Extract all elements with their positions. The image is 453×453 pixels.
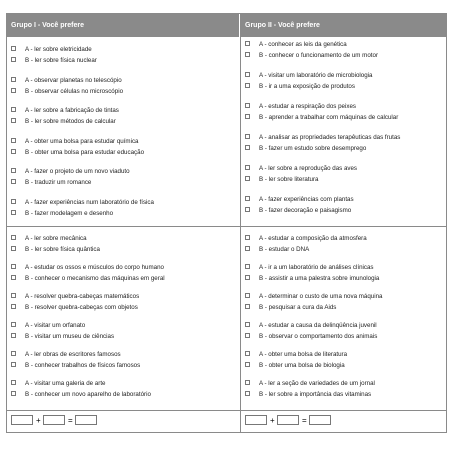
- checkbox[interactable]: [11, 107, 16, 112]
- option-label: B - pesquisar a cura da Aids: [259, 304, 337, 311]
- checkbox[interactable]: [11, 168, 16, 173]
- option-label: B - observar o comportamento dos animais: [259, 333, 378, 340]
- checkbox[interactable]: [11, 199, 16, 204]
- checkbox[interactable]: [11, 264, 16, 269]
- option-label: B - ler sobre física quântica: [25, 246, 100, 253]
- option-label: B - conhecer trabalhos de físicos famosos: [25, 362, 141, 369]
- checkbox[interactable]: [11, 235, 16, 240]
- option-label: B - visitar um museu de ciências: [25, 333, 115, 340]
- option-label: A - fazer o projeto de um novo viaduto: [25, 168, 130, 175]
- checkbox[interactable]: [11, 304, 16, 309]
- option-label: B - ler sobre física nuclear: [25, 57, 97, 64]
- checkbox[interactable]: [245, 380, 250, 385]
- option-label: A - estudar os ossos e músculos do corpo humano: [25, 264, 164, 271]
- checkbox[interactable]: [245, 304, 250, 309]
- checkbox[interactable]: [245, 351, 250, 356]
- option-label: A - conhecer as leis da genética: [259, 41, 347, 48]
- checkbox[interactable]: [11, 138, 16, 143]
- group2-header: Grupo II - Você prefere: [245, 22, 320, 29]
- option-label: B - ir a uma exposição de produtos: [259, 83, 355, 90]
- checkbox[interactable]: [245, 207, 250, 212]
- option-label: A - obter uma bolsa de literatura: [259, 351, 348, 358]
- option-label: A - estudar a causa da delinqüência juvenil: [259, 322, 377, 329]
- option-label: B - conhecer o mecanismo das máquinas em geral: [25, 275, 165, 282]
- checkbox[interactable]: [11, 57, 16, 62]
- checkbox[interactable]: [245, 72, 250, 77]
- checkbox[interactable]: [245, 196, 250, 201]
- option-label: B - assistir a uma palestra sobre imunologia: [259, 275, 380, 282]
- checkbox[interactable]: [245, 293, 250, 298]
- option-label: B - aprender a trabalhar com máquinas de calcular: [259, 114, 399, 121]
- option-label: A - visitar um orfanato: [25, 322, 86, 329]
- checkbox[interactable]: [245, 134, 250, 139]
- option-label: A - visitar um laboratório de microbiologia: [259, 72, 373, 79]
- checkbox[interactable]: [11, 333, 16, 338]
- checkbox[interactable]: [245, 41, 250, 46]
- checkbox[interactable]: [245, 114, 250, 119]
- plus-sign: +: [270, 416, 275, 425]
- option-label: A - ler a seção de variedades de um jornal: [259, 380, 375, 387]
- option-label: B - conhecer um novo aparelho de laboratório: [25, 391, 151, 398]
- checkbox[interactable]: [11, 210, 16, 215]
- option-label: B - resolver quebra-cabeças com objetos: [25, 304, 138, 311]
- equals-sign: =: [68, 416, 73, 425]
- option-label: A - fazer experiências num laboratório de física: [25, 198, 154, 206]
- checkbox[interactable]: [245, 52, 250, 57]
- checkbox[interactable]: [11, 275, 16, 280]
- section-divider: [7, 226, 446, 227]
- option-label: B - fazer decoração e paisagismo: [259, 207, 352, 214]
- option-label: B - ler sobre a importância das vitaminas: [259, 391, 372, 398]
- checkbox[interactable]: [245, 264, 250, 269]
- option-label: A - ir a um laboratório de análises clínicas: [259, 264, 374, 271]
- checkbox[interactable]: [11, 246, 16, 251]
- score-box-a[interactable]: [245, 415, 267, 425]
- checkbox[interactable]: [245, 362, 250, 367]
- checkbox[interactable]: [245, 322, 250, 327]
- option-label: A - ler sobre a fabricação de tintas: [25, 107, 119, 114]
- option-label: B - traduzir um romance: [25, 179, 92, 186]
- option-label: A - ler sobre mecânica: [25, 235, 87, 242]
- checkbox[interactable]: [11, 322, 16, 327]
- option-label: B - observar células no microscópio: [25, 87, 124, 95]
- option-label: B - ler sobre métodos de calcular: [25, 118, 116, 125]
- header-row: [7, 14, 446, 37]
- questionnaire-table: [6, 13, 447, 433]
- checkbox[interactable]: [245, 333, 250, 338]
- checkbox[interactable]: [11, 391, 16, 396]
- checkbox[interactable]: [245, 176, 250, 181]
- option-label: A - obter uma bolsa para estudar química: [25, 137, 139, 145]
- option-label: A - resolver quebra-cabeças matemáticos: [25, 293, 140, 300]
- equals-sign: =: [302, 416, 307, 425]
- checkbox[interactable]: [11, 179, 16, 184]
- option-label: A - ler sobre a reprodução das aves: [259, 165, 358, 172]
- column-divider: [240, 37, 241, 433]
- option-label: A - visitar uma galeria de arte: [25, 380, 106, 387]
- option-label: A - estudar a respiração dos peixes: [259, 103, 356, 110]
- option-label: B - obter uma bolsa para estudar educação: [25, 148, 145, 156]
- checkbox[interactable]: [245, 275, 250, 280]
- plus-sign: +: [36, 416, 41, 425]
- checkbox[interactable]: [245, 83, 250, 88]
- score-divider: [7, 410, 446, 411]
- checkbox[interactable]: [11, 380, 16, 385]
- option-label: B - obter uma bolsa de biologia: [259, 362, 345, 369]
- option-label: B - conhecer o funcionamento de um motor: [259, 52, 379, 59]
- checkbox[interactable]: [11, 88, 16, 93]
- score-box-b[interactable]: [277, 415, 299, 425]
- score-box-b[interactable]: [43, 415, 65, 425]
- checkbox[interactable]: [245, 246, 250, 251]
- score-box-total[interactable]: [75, 415, 97, 425]
- option-label: A - observar planetas no telescópio: [25, 76, 122, 84]
- option-label: B - estudar o DNA: [259, 246, 310, 253]
- checkbox[interactable]: [11, 351, 16, 356]
- checkbox[interactable]: [11, 362, 16, 367]
- checkbox[interactable]: [245, 391, 250, 396]
- option-label: B - ler sobre literatura: [259, 176, 319, 183]
- option-label: A - ler sobre eletricidade: [25, 46, 92, 53]
- checkbox[interactable]: [245, 235, 250, 240]
- group1-header: Grupo I - Você prefere: [7, 14, 240, 37]
- option-label: B - fazer modelagem e desenho: [25, 209, 114, 217]
- checkbox[interactable]: [11, 118, 16, 123]
- score-box-a[interactable]: [11, 415, 33, 425]
- checkbox[interactable]: [11, 77, 16, 82]
- checkbox[interactable]: [11, 46, 16, 51]
- checkbox[interactable]: [245, 103, 250, 108]
- checkbox[interactable]: [11, 293, 16, 298]
- option-label: A - determinar o custo de uma nova máquina: [259, 293, 383, 300]
- checkbox[interactable]: [245, 165, 250, 170]
- score-box-total[interactable]: [309, 415, 331, 425]
- option-label: A - analisar as propriedades terapêuticas das frutas: [259, 134, 401, 141]
- option-label: B - fazer um estudo sobre desemprego: [259, 145, 367, 152]
- option-label: A - estudar a composição da atmosfera: [259, 235, 367, 242]
- checkbox[interactable]: [11, 149, 16, 154]
- option-label: A - ler obras de escritores famosos: [25, 351, 121, 358]
- checkbox[interactable]: [245, 145, 250, 150]
- option-label: A - fazer experiências com plantas: [259, 196, 354, 203]
